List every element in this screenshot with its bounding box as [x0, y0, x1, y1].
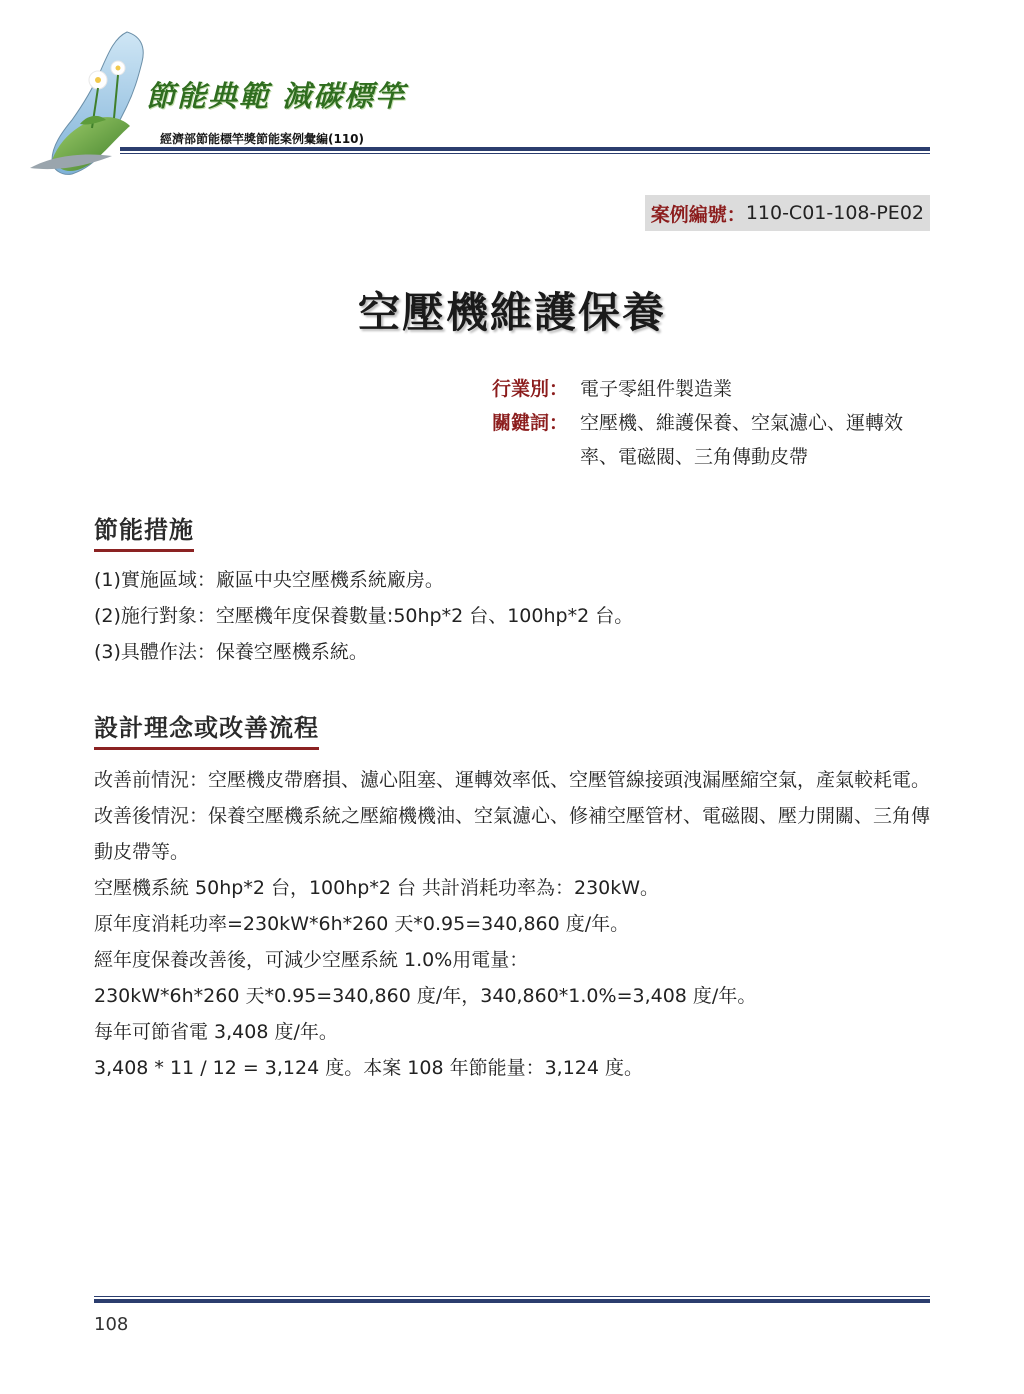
section-heading-design: 設計理念或改善流程: [94, 708, 319, 750]
section-heading-measures: 節能措施: [94, 510, 194, 552]
header-rule-thin: [120, 153, 930, 154]
industry-row: [492, 372, 932, 406]
page-number: 108: [94, 1314, 129, 1335]
paragraph: 空壓機系統 50hp*2 台，100hp*2 台 共計消耗功率為：230kW。: [94, 877, 660, 899]
industry-label: 行業別：: [492, 378, 569, 400]
paragraph: 230kW*6h*260 天*0.95=340,860 度/年，340,860*1.0%=3,408 度/年。: [94, 985, 757, 1007]
case-meta: [492, 372, 932, 474]
series-title: 節能典範 減碳標竿: [146, 79, 407, 113]
footer-rule: [94, 1299, 930, 1303]
case-number-label: 案例編號：: [650, 203, 746, 226]
paragraph: 改善前情況：空壓機皮帶磨損、濾心阻塞、運轉效率低、空壓管線接頭洩漏壓縮空氣，產氣較耗電。: [94, 769, 931, 791]
case-number-box: [645, 195, 930, 231]
page-header: [0, 0, 1024, 190]
document-title: 空壓機維護保養: [357, 288, 666, 337]
paragraph: 改善後情況：保養空壓機系統之壓縮機機油、空氣濾心、修補空壓管材、電磁閥、壓力開關、三角傳動皮帶等。: [94, 805, 931, 863]
footer-rule-thin: [94, 1296, 930, 1297]
keywords-value: 空壓機、維護保養、空氣濾心、運轉效率、電磁閥、三角傳動皮帶: [580, 412, 904, 468]
list-item: (1)實施區域：廠區中央空壓機系統廠房。: [94, 569, 444, 591]
design-paragraphs: [94, 762, 944, 1086]
header-rule: [120, 147, 930, 151]
keywords-label: 關鍵詞：: [492, 412, 569, 434]
keywords-row: [492, 406, 932, 474]
paragraph: 3,408 * 11 / 12 = 3,124 度。本案 108 年節能量：3,124 度。: [94, 1057, 644, 1079]
measures-list: [94, 562, 944, 670]
case-number-value: 110-C01-108-PE02: [745, 202, 924, 224]
list-item: (2)施行對象：空壓機年度保養數量:50hp*2 台、100hp*2 台。: [94, 605, 634, 627]
industry-value: 電子零組件製造業: [580, 378, 733, 400]
paragraph: 每年可節省電 3,408 度/年。: [94, 1021, 338, 1043]
list-item: (3)具體作法：保養空壓機系統。: [94, 641, 368, 663]
paragraph: 經年度保養改善後，可減少空壓系統 1.0%用電量：: [94, 949, 529, 971]
series-subtitle: 經濟部節能標竿獎節能案例彙編(110): [160, 132, 365, 146]
paragraph: 原年度消耗功率=230kW*6h*260 天*0.95=340,860 度/年。: [94, 913, 630, 935]
